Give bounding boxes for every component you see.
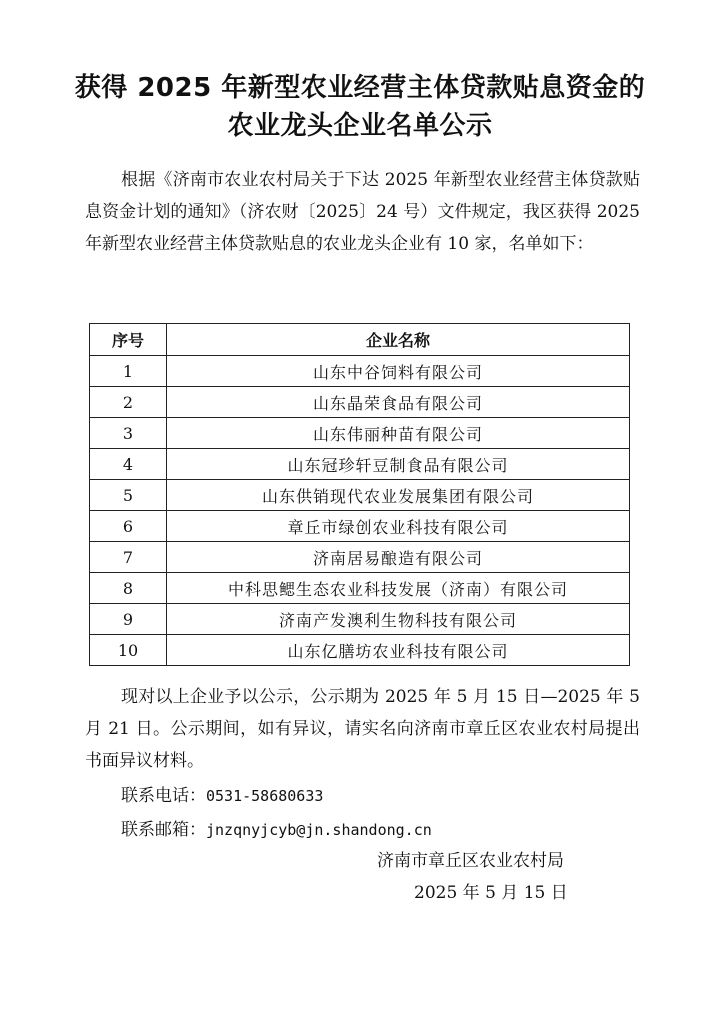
row-serial-number: 8 <box>90 573 167 604</box>
row-serial-number: 2 <box>90 387 167 418</box>
row-serial-number: 6 <box>90 511 167 542</box>
issue-date: 2025 年 5 月 15 日 <box>414 883 568 903</box>
row-enterprise-name: 山东伟丽种苗有限公司 <box>167 418 630 449</box>
contact-email-line <box>121 814 432 846</box>
row-enterprise-name: 章丘市绿创农业科技有限公司 <box>167 511 630 542</box>
table-row <box>90 418 630 449</box>
table-row <box>90 604 630 635</box>
row-serial-number: 1 <box>90 356 167 387</box>
header-enterprise-name: 企业名称 <box>167 324 630 356</box>
row-enterprise-name: 山东中谷饲料有限公司 <box>167 356 630 387</box>
row-serial-number: 5 <box>90 480 167 511</box>
row-enterprise-name: 山东供销现代农业发展集团有限公司 <box>167 480 630 511</box>
table-row <box>90 356 630 387</box>
row-enterprise-name: 山东亿膳坊农业科技有限公司 <box>167 635 630 666</box>
table-row <box>90 542 630 573</box>
table-header-row <box>90 324 630 356</box>
row-serial-number: 4 <box>90 449 167 480</box>
contact-phone-label: 联系电话： <box>121 786 206 806</box>
row-enterprise-name: 山东冠珍轩豆制食品有限公司 <box>167 449 630 480</box>
table-row <box>90 511 630 542</box>
contact-phone-number: 0531-58680633 <box>206 787 324 805</box>
document-title-line-1: 获得 2025 年新型农业经营主体贷款贴息资金的 <box>74 73 646 103</box>
intro-paragraph: 根据《济南市农业农村局关于下达 2025 年新型农业经营主体贷款贴息资金计划的通知》（济农财〔2025〕24 号）文件规定，我区获得 2025 年新型农业经营主体贷款贴息的农业龙头企业有 10 家，名单如下： <box>85 170 640 254</box>
contact-phone-line <box>121 780 323 812</box>
enterprise-table <box>89 323 630 666</box>
table-row <box>90 573 630 604</box>
header-serial-number: 序号 <box>90 324 167 356</box>
table-row <box>90 635 630 666</box>
row-serial-number: 3 <box>90 418 167 449</box>
row-serial-number: 9 <box>90 604 167 635</box>
table-row <box>90 387 630 418</box>
row-enterprise-name: 济南产发澳利生物科技有限公司 <box>167 604 630 635</box>
row-serial-number: 7 <box>90 542 167 573</box>
row-enterprise-name: 济南居易酿造有限公司 <box>167 542 630 573</box>
notice-paragraph: 现对以上企业予以公示，公示期为 2025 年 5 月 15 日—2025 年 5 月 21 日。公示期间，如有异议，请实名向济南市章丘区农业农村局提出书面异议材料。 <box>85 687 640 771</box>
document-title-line-2: 农业龙头企业名单公示 <box>227 111 493 141</box>
table-row <box>90 449 630 480</box>
row-enterprise-name: 山东晶荣食品有限公司 <box>167 387 630 418</box>
table-row <box>90 480 630 511</box>
contact-email-address: jnzqnyjcyb@jn.shandong.cn <box>206 821 432 839</box>
row-serial-number: 10 <box>90 635 167 666</box>
contact-email-label: 联系邮箱： <box>121 820 206 840</box>
row-enterprise-name: 中科思鳃生态农业科技发展（济南）有限公司 <box>167 573 630 604</box>
issuing-organization: 济南市章丘区农业农村局 <box>377 851 564 871</box>
